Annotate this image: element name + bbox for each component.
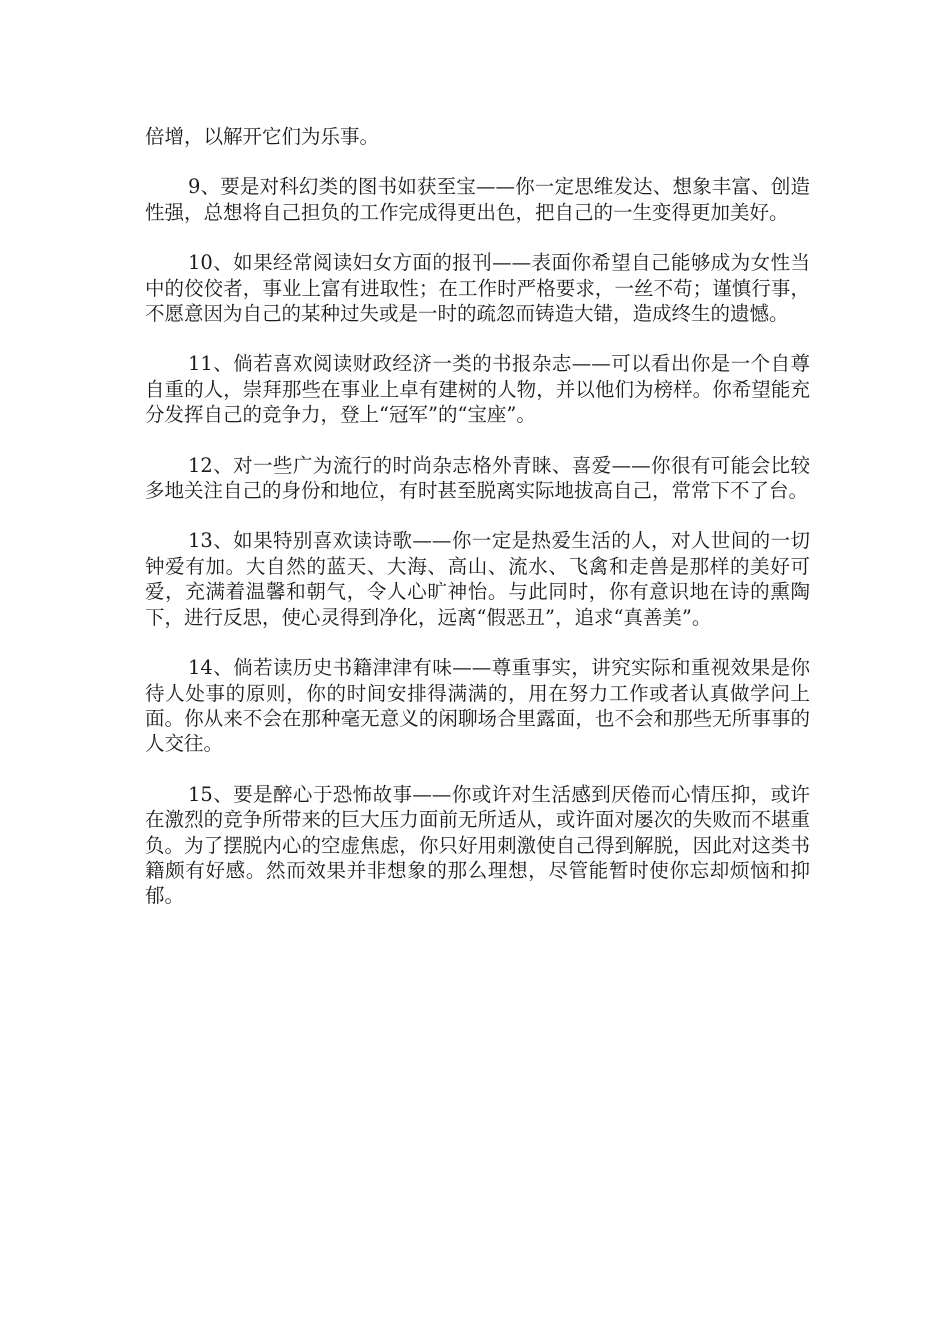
paragraph-item-9: 9、要是对科幻类的图书如获至宝——你一定思维发达、想象丰富、创造性强，总想将自己担负的工作完成得更出色，把自己的一生变得更加美好。	[145, 175, 810, 224]
paragraph-item-12: 12、对一些广为流行的时尚杂志格外青睐、喜爱——你很有可能会比较多地关注自己的身份和地位，有时甚至脱离实际地拔高自己，常常下不了台。	[145, 453, 810, 503]
paragraph-item-10: 10、如果经常阅读妇女方面的报刊——表面你希望自己能够成为女性当中的佼佼者，事业上富有进取性；在工作时严格要求，一丝不苟；谨慎行事，不愿意因为自己的某种过失或是一时的疏忽而铸造大错，造成终生的遗憾。	[145, 251, 810, 326]
paragraph-item-15: 15、要是醉心于恐怖故事——你或许对生活感到厌倦而心情压抑，或许在激烈的竞争所带来的巨大压力面前无所适从，或许面对屡次的失败而不堪重负。为了摆脱内心的空虚焦虑，你只好用刺激使自己得到解脱，因此对这类书籍颇有好感。然而效果并非想象的那么理想，尽管能暂时使你忘却烦恼和抑郁。	[145, 782, 810, 908]
paragraph-item-14: 14、倘若读历史书籍津津有味——尊重事实，讲究实际和重视效果是你待人处事的原则，你的时间安排得满满的，用在努力工作或者认真做学问上面。你从来不会在那种毫无意义的闲聊场合里露面，也不会和那些无所事事的人交往。	[145, 656, 810, 756]
paragraph-item-11: 11、倘若喜欢阅读财政经济一类的书报杂志——可以看出你是一个自尊自重的人，崇拜那些在事业上卓有建树的人物，并以他们为榜样。你希望能充分发挥自己的竞争力，登上“冠军”的“宝座”。	[145, 352, 810, 427]
paragraph-item-13: 13、如果特别喜欢读诗歌——你一定是热爱生活的人，对人世间的一切钟爱有加。大自然的蓝天、大海、高山、流水、飞禽和走兽是那样的美好可爱，充满着温馨和朝气，令人心旷神怡。与此同时，你有意识地在诗的熏陶下，进行反思，使心灵得到净化，远离“假恶丑”，追求“真善美”。	[145, 529, 810, 629]
document-page	[145, 124, 810, 909]
paragraph-continuation: 倍增，以解开它们为乐事。	[145, 125, 380, 148]
